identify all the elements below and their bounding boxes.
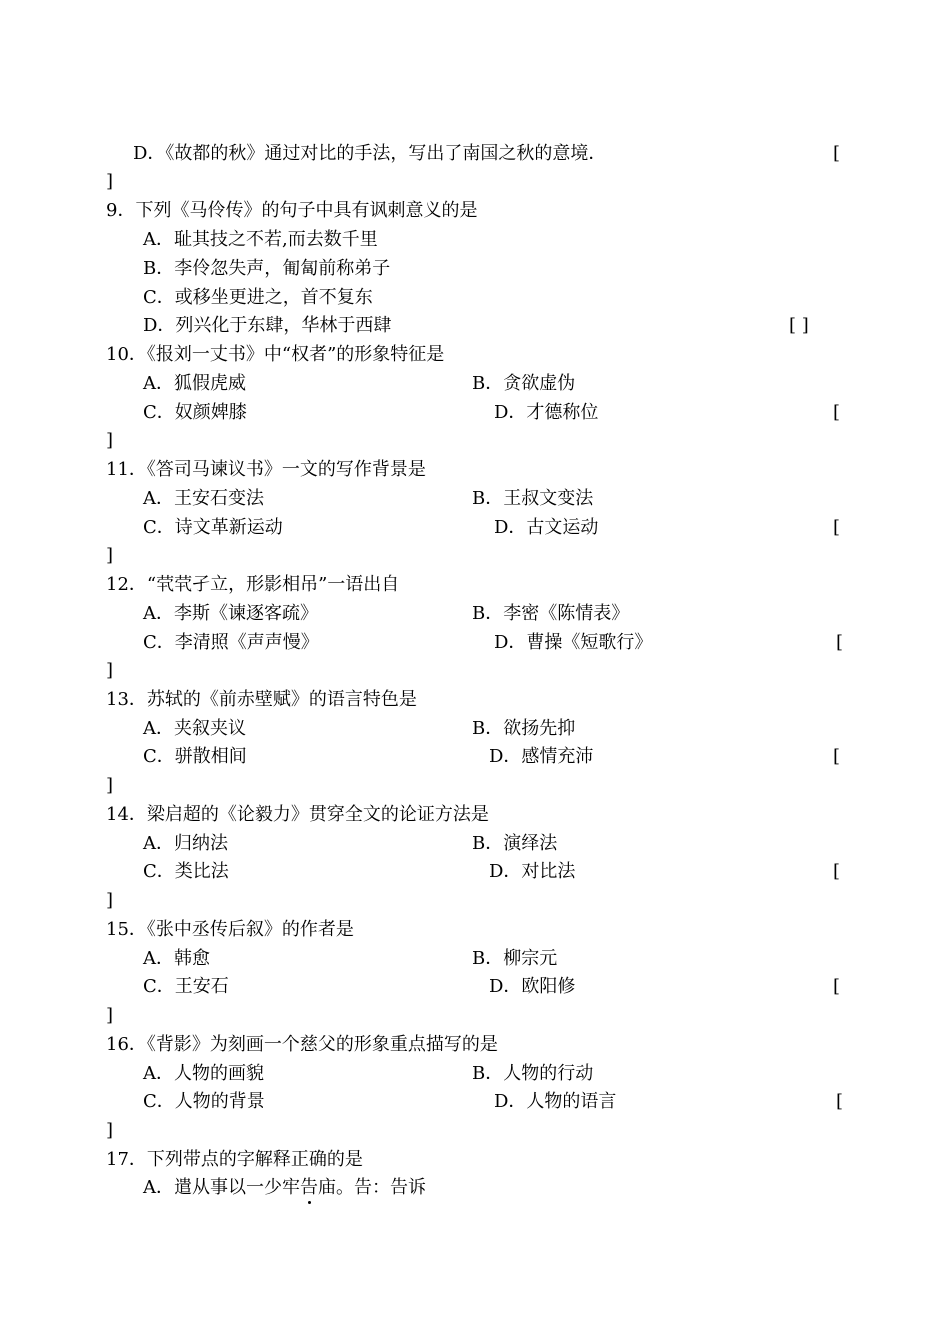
q10-option-a: A．狐假虎威 bbox=[143, 373, 246, 394]
q9-option-a: A．耻其技之不若,而去数千里 bbox=[143, 229, 378, 250]
q13-option-c: C．骈散相间 bbox=[143, 746, 247, 767]
q14-option-d: D．对比法 bbox=[489, 861, 576, 882]
q8-answer-bracket-open: [ bbox=[833, 143, 841, 164]
q15-option-b: B．柳宗元 bbox=[472, 948, 558, 969]
q10-option-c: C．奴颜婢膝 bbox=[143, 402, 247, 423]
q14-option-b: B．演绎法 bbox=[472, 833, 558, 854]
q14-stem: 14．梁启超的《论毅力》贯穿全文的论证方法是 bbox=[106, 804, 489, 825]
q10-option-d: D．才德称位 bbox=[494, 402, 599, 423]
q12-option-c: C．李清照《声声慢》 bbox=[143, 632, 319, 653]
q11-option-c: C．诗文革新运动 bbox=[143, 517, 283, 538]
q14-option-c: C．类比法 bbox=[143, 861, 229, 882]
q14-answer-bracket-close: ] bbox=[106, 890, 114, 911]
q13-answer-bracket-close: ] bbox=[106, 775, 114, 796]
q13-option-a: A．夹叙夹议 bbox=[143, 718, 246, 739]
q11-answer-bracket-open: [ bbox=[833, 517, 841, 538]
q12-stem: 12．“茕茕孑立，形影相吊”一语出自 bbox=[106, 574, 400, 595]
q12-answer-bracket-open: [ bbox=[836, 632, 844, 653]
q15-answer-bracket-close: ] bbox=[106, 1005, 114, 1026]
q16-answer-bracket-close: ] bbox=[106, 1120, 114, 1141]
q16-answer-bracket-open: [ bbox=[836, 1091, 844, 1112]
q8-answer-bracket-close: ] bbox=[106, 171, 114, 192]
q12-answer-bracket-close: ] bbox=[106, 660, 114, 681]
q14-answer-bracket-open: [ bbox=[833, 861, 841, 882]
q15-answer-bracket-open: [ bbox=[833, 976, 841, 997]
q16-option-d: D．人物的语言 bbox=[494, 1091, 617, 1112]
q12-option-a: A．李斯《谏逐客疏》 bbox=[143, 603, 318, 624]
q10-stem: 10．《报刘一丈书》中“权者”的形象特征是 bbox=[106, 344, 445, 365]
q16-option-a: A．人物的画貌 bbox=[143, 1063, 264, 1084]
q11-answer-bracket-close: ] bbox=[106, 545, 114, 566]
q10-answer-bracket-open: [ bbox=[833, 402, 841, 423]
q16-stem: 16．《背影》为刻画一个慈父的形象重点描写的是 bbox=[106, 1034, 498, 1055]
q11-option-b: B．王叔文变法 bbox=[472, 488, 594, 509]
q11-stem: 11．《答司马谏议书》一文的写作背景是 bbox=[106, 459, 426, 480]
q16-option-c: C．人物的背景 bbox=[143, 1091, 265, 1112]
q15-option-a: A．韩愈 bbox=[143, 948, 210, 969]
q10-option-b: B．贪欲虚伪 bbox=[472, 373, 576, 394]
q9-option-b: B．李伶忽失声，匍匐前称弟子 bbox=[143, 258, 391, 279]
q16-option-b: B．人物的行动 bbox=[472, 1063, 594, 1084]
q9-stem: 9．下列《马伶传》的句子中具有讽刺意义的是 bbox=[106, 200, 478, 221]
q14-option-a: A．归纳法 bbox=[143, 833, 228, 854]
q11-option-d: D．古文运动 bbox=[494, 517, 599, 538]
q11-option-a: A．王安石变法 bbox=[143, 488, 264, 509]
q17-option-a-before: A．遣从事以一少牢 bbox=[143, 1177, 300, 1198]
q13-answer-bracket-open: [ bbox=[833, 746, 841, 767]
q17-stem: 17．下列带点的字解释正确的是 bbox=[106, 1149, 363, 1170]
q15-stem: 15．《张中丞传后叙》的作者是 bbox=[106, 919, 354, 940]
q9-answer-bracket: [ ] bbox=[789, 315, 809, 336]
q12-option-b: B．李密《陈情表》 bbox=[472, 603, 630, 624]
q17-option-a-after: 庙。告：告诉 bbox=[318, 1177, 426, 1198]
q13-stem: 13．苏轼的《前赤壁赋》的语言特色是 bbox=[106, 689, 417, 710]
q17-option-a-dotted-char: 告 bbox=[300, 1177, 318, 1198]
q15-option-c: C．王安石 bbox=[143, 976, 229, 997]
q13-option-d: D．感情充沛 bbox=[489, 746, 594, 767]
q13-option-b: B．欲扬先抑 bbox=[472, 718, 576, 739]
q10-answer-bracket-close: ] bbox=[106, 430, 114, 451]
q15-option-d: D．欧阳修 bbox=[489, 976, 576, 997]
q9-option-d: D．列兴化于东肆，华林于西肆 bbox=[143, 315, 392, 336]
q12-option-d: D．曹操《短歌行》 bbox=[494, 632, 653, 653]
q8-option-d: D．《故都的秋》通过对比的手法，写出了南国之秋的意境． bbox=[133, 143, 607, 164]
q9-option-c: C．或移坐更进之，首不复东 bbox=[143, 287, 373, 308]
q17-option-a bbox=[143, 1176, 426, 1200]
